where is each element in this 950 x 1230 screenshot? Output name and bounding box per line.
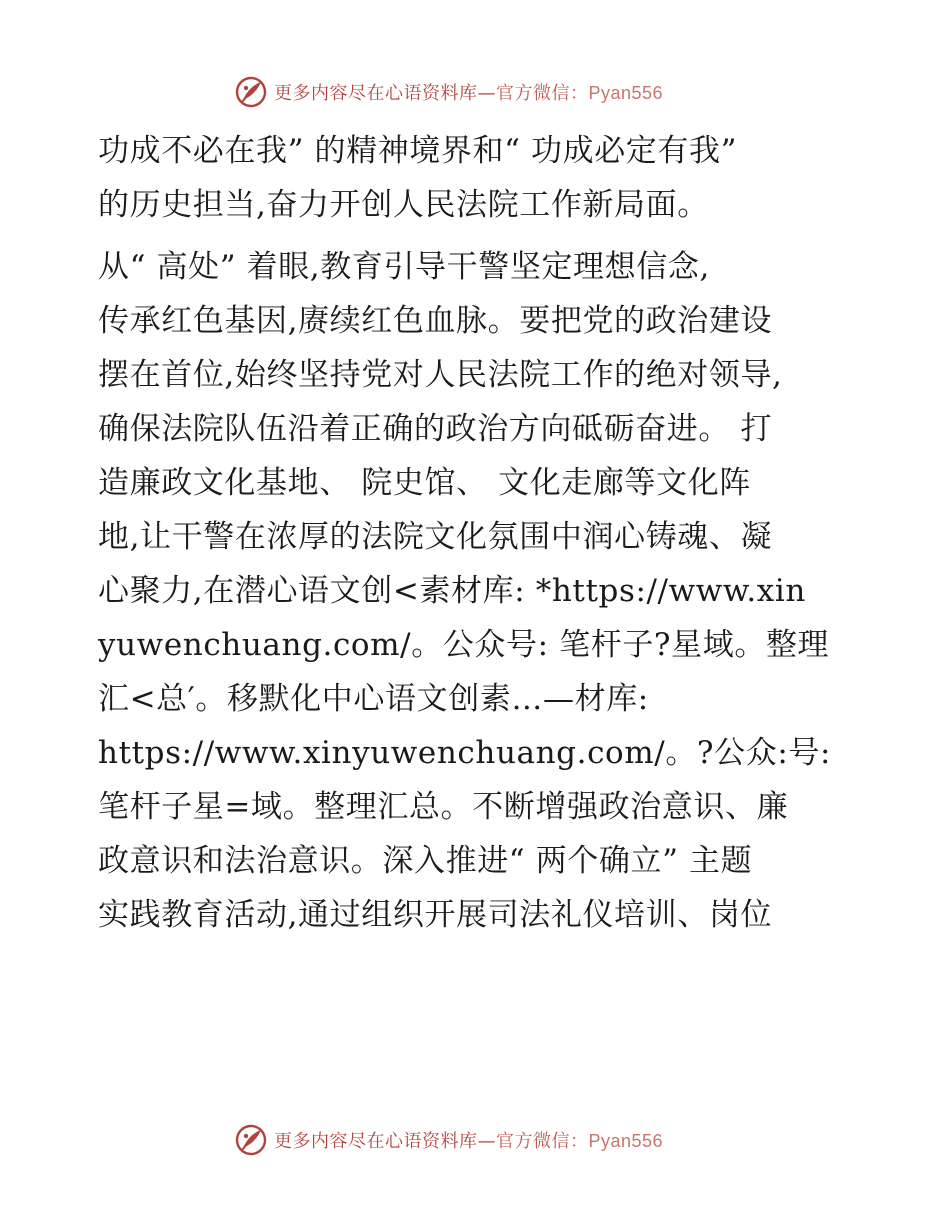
text-line: 从“ 高处” 着眼,教育引导干警坚定理想信念,	[98, 249, 710, 285]
text-line: https://www.xinyuwenchuang.com/。?公众:号:	[98, 735, 832, 771]
paragraph	[98, 240, 858, 942]
text-line: 造廉政文化基地、 院史馆、 文化走廊等文化阵	[98, 465, 751, 501]
paragraph	[98, 124, 858, 232]
text-line: 功成不必在我” 的精神境界和“ 功成必定有我”	[98, 133, 738, 169]
header-watermark	[234, 72, 663, 112]
text-line: 的历史担当,奋力开创人民法院工作新局面。	[98, 187, 709, 223]
text-line: 确保法院队伍沿着正确的政治方向砥砺奋进。 打	[98, 411, 773, 447]
text-line: 笔杆子星=域。整理汇总。不断增强政治意识、廉	[98, 789, 789, 825]
text-line: 摆在首位,始终坚持党对人民法院工作的绝对领导,	[98, 357, 783, 393]
document-body	[98, 124, 858, 942]
watermark-text: 更多内容尽在心语资料库—官方微信：Pyan556	[274, 1131, 664, 1152]
text-line: 实践教育活动,通过组织开展司法礼仪培训、岗位	[98, 897, 773, 933]
text-line: 政意识和法治意识。深入推进“ 两个确立” 主题	[98, 843, 753, 879]
text-line: 传承红色基因,赓续红色血脉。要把党的政治建设	[98, 303, 773, 339]
text-line: 心聚力,在潜心语文创<素材库: *https://www.xin	[98, 573, 806, 609]
text-line: yuwenchuang.com/。公众号: 笔杆子?星域。整理	[98, 627, 830, 663]
quill-logo-icon	[234, 1123, 268, 1157]
text-line: 地,让干警在浓厚的法院文化氛围中润心铸魂、凝	[98, 519, 773, 555]
text-line: 汇<总′。移默化中心语文创素…—材库:	[98, 681, 649, 717]
footer-watermark	[234, 1120, 663, 1160]
quill-logo-icon	[234, 75, 268, 109]
watermark-text: 更多内容尽在心语资料库—官方微信：Pyan556	[274, 83, 664, 104]
